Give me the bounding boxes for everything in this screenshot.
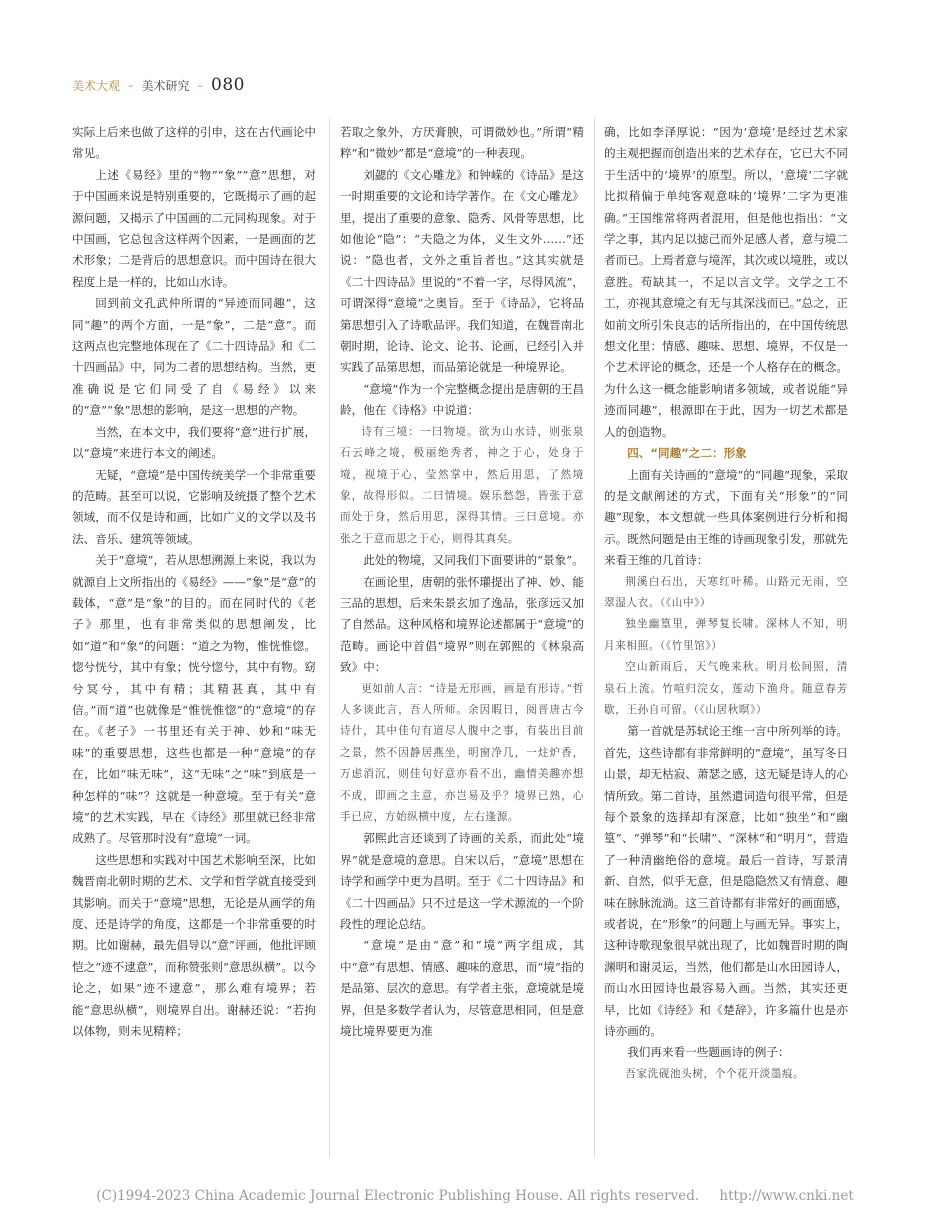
block-quote: 诗有三境：一曰物境。欲为山水诗，则张泉石云峰之境，极丽绝秀者，神之于心，处身于境，视境于心，莹然掌中，然后用思，了然境象，故得形似。二曰情境。娱乐愁怨，皆张于意而处于身，然后用思，深得其情。三曰意境。亦张之于意而思之于心，则得其真矣。 <box>340 425 584 545</box>
footer-url[interactable]: http://www.cnki.net <box>719 1188 854 1204</box>
column-divider <box>329 118 330 1158</box>
header-separator-2: – <box>197 78 204 92</box>
poem: 空山新雨后，天气晚来秋。明月松间照，清泉石上流。竹喧归浣女，莲动下渔舟。随意春芳歇，王孙自可留。（《山居秋暝》） <box>604 661 848 716</box>
page-number: 080 <box>211 75 245 95</box>
paragraph: 上述《易经》里的“物”“象”“意”思想，对于中国画来说是特别重要的，它既揭示了画的起源问题，又揭示了中国画的二元同构现象。对于中国画，它总包含这样两个因素，一是画面的艺术形象；二是背后的思想意识。而中国诗在很大程度上是一样的，比如山水诗。 <box>72 167 316 289</box>
paragraph: 无疑，“意境”是中国传统美学一个非常重要的范畴。甚至可以说，它影响及统摄了整个艺术领域，而不仅是诗和画，比如广义的文学以及书法、音乐、建筑等领域。 <box>72 467 316 546</box>
journal-name: 美术大观 <box>72 78 121 93</box>
text-column-2 <box>340 122 584 1160</box>
section-name: 美术研究 <box>141 78 190 93</box>
paragraph: 我们再来看一些题画诗的例子： <box>627 1045 790 1060</box>
section-heading: 四、“同趣”之二：形象 <box>627 446 747 461</box>
paragraph: “意境”是由“意”和“境”两字组成，其中“意”有思想、情感、趣味的意思，而“境”指的是品第、层次的意思。有学者主张，意境就是境界，但是多数学者认为，尽管意思相同，但是意境比境界要更为准 <box>340 938 584 1039</box>
paragraph: 回到前文孔武仲所谓的“异迹而同趣”，这同“趣”的两个方面，一是“象”，二是“意”。而这两点也完整地体现在了《二十四诗品》和《二十四画品》中，同为二者的思想结构。当然，更准确说是它们同受了自《易经》以来的“意”“象”思想的影响，是这一思想的产物。 <box>72 296 316 418</box>
column-divider <box>594 118 595 1158</box>
paragraph: 在画论里，唐朝的张怀瓘提出了神、妙、能三品的思想，后来朱景玄加了逸品，张彦远又加了自然品。这种风格和境界论述都属于“意境”的范畴。画论中首倡“境界”则在郭熙的《林泉高致》中： <box>340 574 584 675</box>
poem: 独坐幽篁里，弹琴复长啸。深林人不知，明月来相照。（《竹里馆》） <box>604 618 848 652</box>
block-quote: 更如前人言：“诗是无形画，画是有形诗。”哲人多谈此言，吾人所师。余因暇日，阅晋唐古今诗什，其中佳句有道尽人腹中之事，有装出目前之景，然不因静居燕坐，明窗净几，一炷炉香，万虑消沉，则佳句好意亦看不出，幽情美趣亦想不成，即画之主意，亦岂易及乎？境界已熟，心手已应，方始纵横中度，左右逢源。 <box>340 682 584 823</box>
text-column-3 <box>604 122 848 1160</box>
paragraph: 若取之象外，方厌膏腴，可谓微妙也。”所谓“精粹”和“微妙”都是“意境”的一种表现。 <box>340 125 584 161</box>
paragraph: “意境”作为一个完整概念提出是唐朝的王昌龄，他在《诗格》中说道： <box>340 381 584 418</box>
paragraph: 实际上后来也做了这样的引申，这在古代画论中常见。 <box>72 125 316 161</box>
text-column-1 <box>72 122 316 1160</box>
paragraph: 这些思想和实践对中国艺术影响至深，比如魏晋南北朝时期的艺术、文学和哲学就直接受到其影响。而关于“意境”思想，无论是从画学的角度、还是诗学的角度，这都是一个非常重要的时期。比如谢赫，最先倡导以“意”评画，他批评顾恺之“迹不逮意”，而称赞张则“意思纵横”。以今论之，如果“迹不逮意”，那么难有境界；若能“意思纵横”，则境界自出。谢赫还说：“若拘以体物，则未见精粹； <box>72 852 316 1039</box>
paragraph: 郭熙此言还谈到了诗画的关系，而此处“境界”就是意境的意思。自宋以后，“意境”思想在诗学和画学中更为昌明。至于《二十四诗品》和《二十四画品》只不过是这一学术源流的一个阶段性的理论总结。 <box>340 831 584 932</box>
page-footer <box>0 1188 950 1204</box>
paragraph: 上面有关诗画的“意境”的“同趣”现象，采取的是文献阐述的方式，下面有关“形象”的“同趣”现象，本文想就一些具体案例进行分析和揭示。既然问题是由王维的诗画现象引发，那就先来看王维的几首诗： <box>604 467 848 568</box>
poem: 吾家洗砚池头树，个个花开淡墨痕。 <box>625 1067 805 1080</box>
paragraph: 确，比如李泽厚说：“因为‘意境’是经过艺术家的主观把握而创造出来的艺术存在，它已大不同于生活中的‘境界’的原型。所以，‘意境’二字就比拟稍偏于单纯客观意味的‘境界’二字为更准确。”王国维常将两者混用，但是他也指出：“文学之事，其内足以摅己而外足感人者，意与境二者而已。上焉者意与境浑，其次或以境胜，或以意胜。苟缺其一，不足以言文学。文学之工不工，亦视其意境之有无与其深浅而已。”总之，正如前文所引朱良志的话所指出的，在中国传统思想文化里：情感、趣味、思想、境界，不仅是一个艺术评论的概念，还是一个人格存在的概念。为什么这一概念能影响诸多领域，或者说能“异迹而同趣”，根源即在于此，因为一切艺术都是人的创造物。 <box>604 125 848 439</box>
paragraph: 第一首就是苏轼论王维一言中所列举的诗。首先，这些诗都有非常鲜明的“意境”，虽写冬日山景，却无枯寂、萧瑟之感，这无疑是诗人的心情所致。第二首诗，虽然遣词造句很平常，但是每个景象的选择却有深意，比如“独坐”和“幽篁”、“弹琴”和“长啸”、“深林”和“明月”，营造了一种清幽绝俗的意境。最后一首诗，写景清新、自然，似乎无意，但是隐隐然又有情意、趣味在脉脉流淌。这三首诗都有非常好的画面感，或者说，在“形象”的问题上与画无异。事实上，这种诗歌现象很早就出现了，比如魏晋时期的陶渊明和谢灵运，当然，他们都是山水田园诗人，而山水田园诗也最容易入画。当然，其实还更早，比如《诗经》和《楚辞》，许多篇什也是亦诗亦画的。 <box>604 724 848 1039</box>
paragraph: 此处的物境，又同我们下面要讲的“景象”。 <box>363 553 584 568</box>
paragraph: 当然，在本文中，我们要将“意”进行扩展，以“意境”来进行本文的阐述。 <box>72 424 316 461</box>
poem: 荆溪白石出，天寒红叶稀。山路元无雨，空翠湿人衣。（《山中》） <box>604 575 848 609</box>
paragraph: 关于“意境”，若从思想溯源上来说，我以为就源自上文所指出的《易经》——“象”是“意”的载体，“意”是“象”的目的。而在同时代的《老子》那里，也有非常类似的思想阐发，比如“道”和“象”的问题：“道之为物，惟恍惟惚。惚兮恍兮，其中有象；恍兮惚兮，其中有物。窈兮冥兮，其中有精；其精甚真，其中有信。”而“道”也就像是“惟恍惟惚”的“意境”的存在。《老子》一书里还有关于神、妙和“味无味”的重要思想，这些也都是一种“意境”的存在，比如“味无味”，这“无味”之“味”到底是一种怎样的“味”？这就是一种意境。至于有关“意境”的艺术实践，早在《诗经》那里就已经非常成熟了。尽管那时没有“意境”一词。 <box>72 553 316 846</box>
header-separator: – <box>128 78 134 92</box>
copyright-notice: (C)1994-2023 China Academic Journal Electronic Publishing House. All rights reserved. <box>96 1188 700 1204</box>
page-header <box>72 72 892 98</box>
paragraph: 刘勰的《文心雕龙》和钟嵘的《诗品》是这一时期重要的文论和诗学著作。在《文心雕龙》里，提出了重要的意象、隐秀、风骨等思想，比如他论“隐”：“夫隐之为体，义生文外……”还说：“隐也者，文外之重旨者也。”这其实就是《二十四诗品》里说的“不着一字，尽得风流”，可谓深得“意境”之奥旨。至于《诗品》，它将品第思想引入了诗歌品评。我们知道，在魏晋南北朝时期，论诗、论文、论书、论画，已经引入并实践了品第思想，而品第论就是一种境界论。 <box>340 167 584 375</box>
